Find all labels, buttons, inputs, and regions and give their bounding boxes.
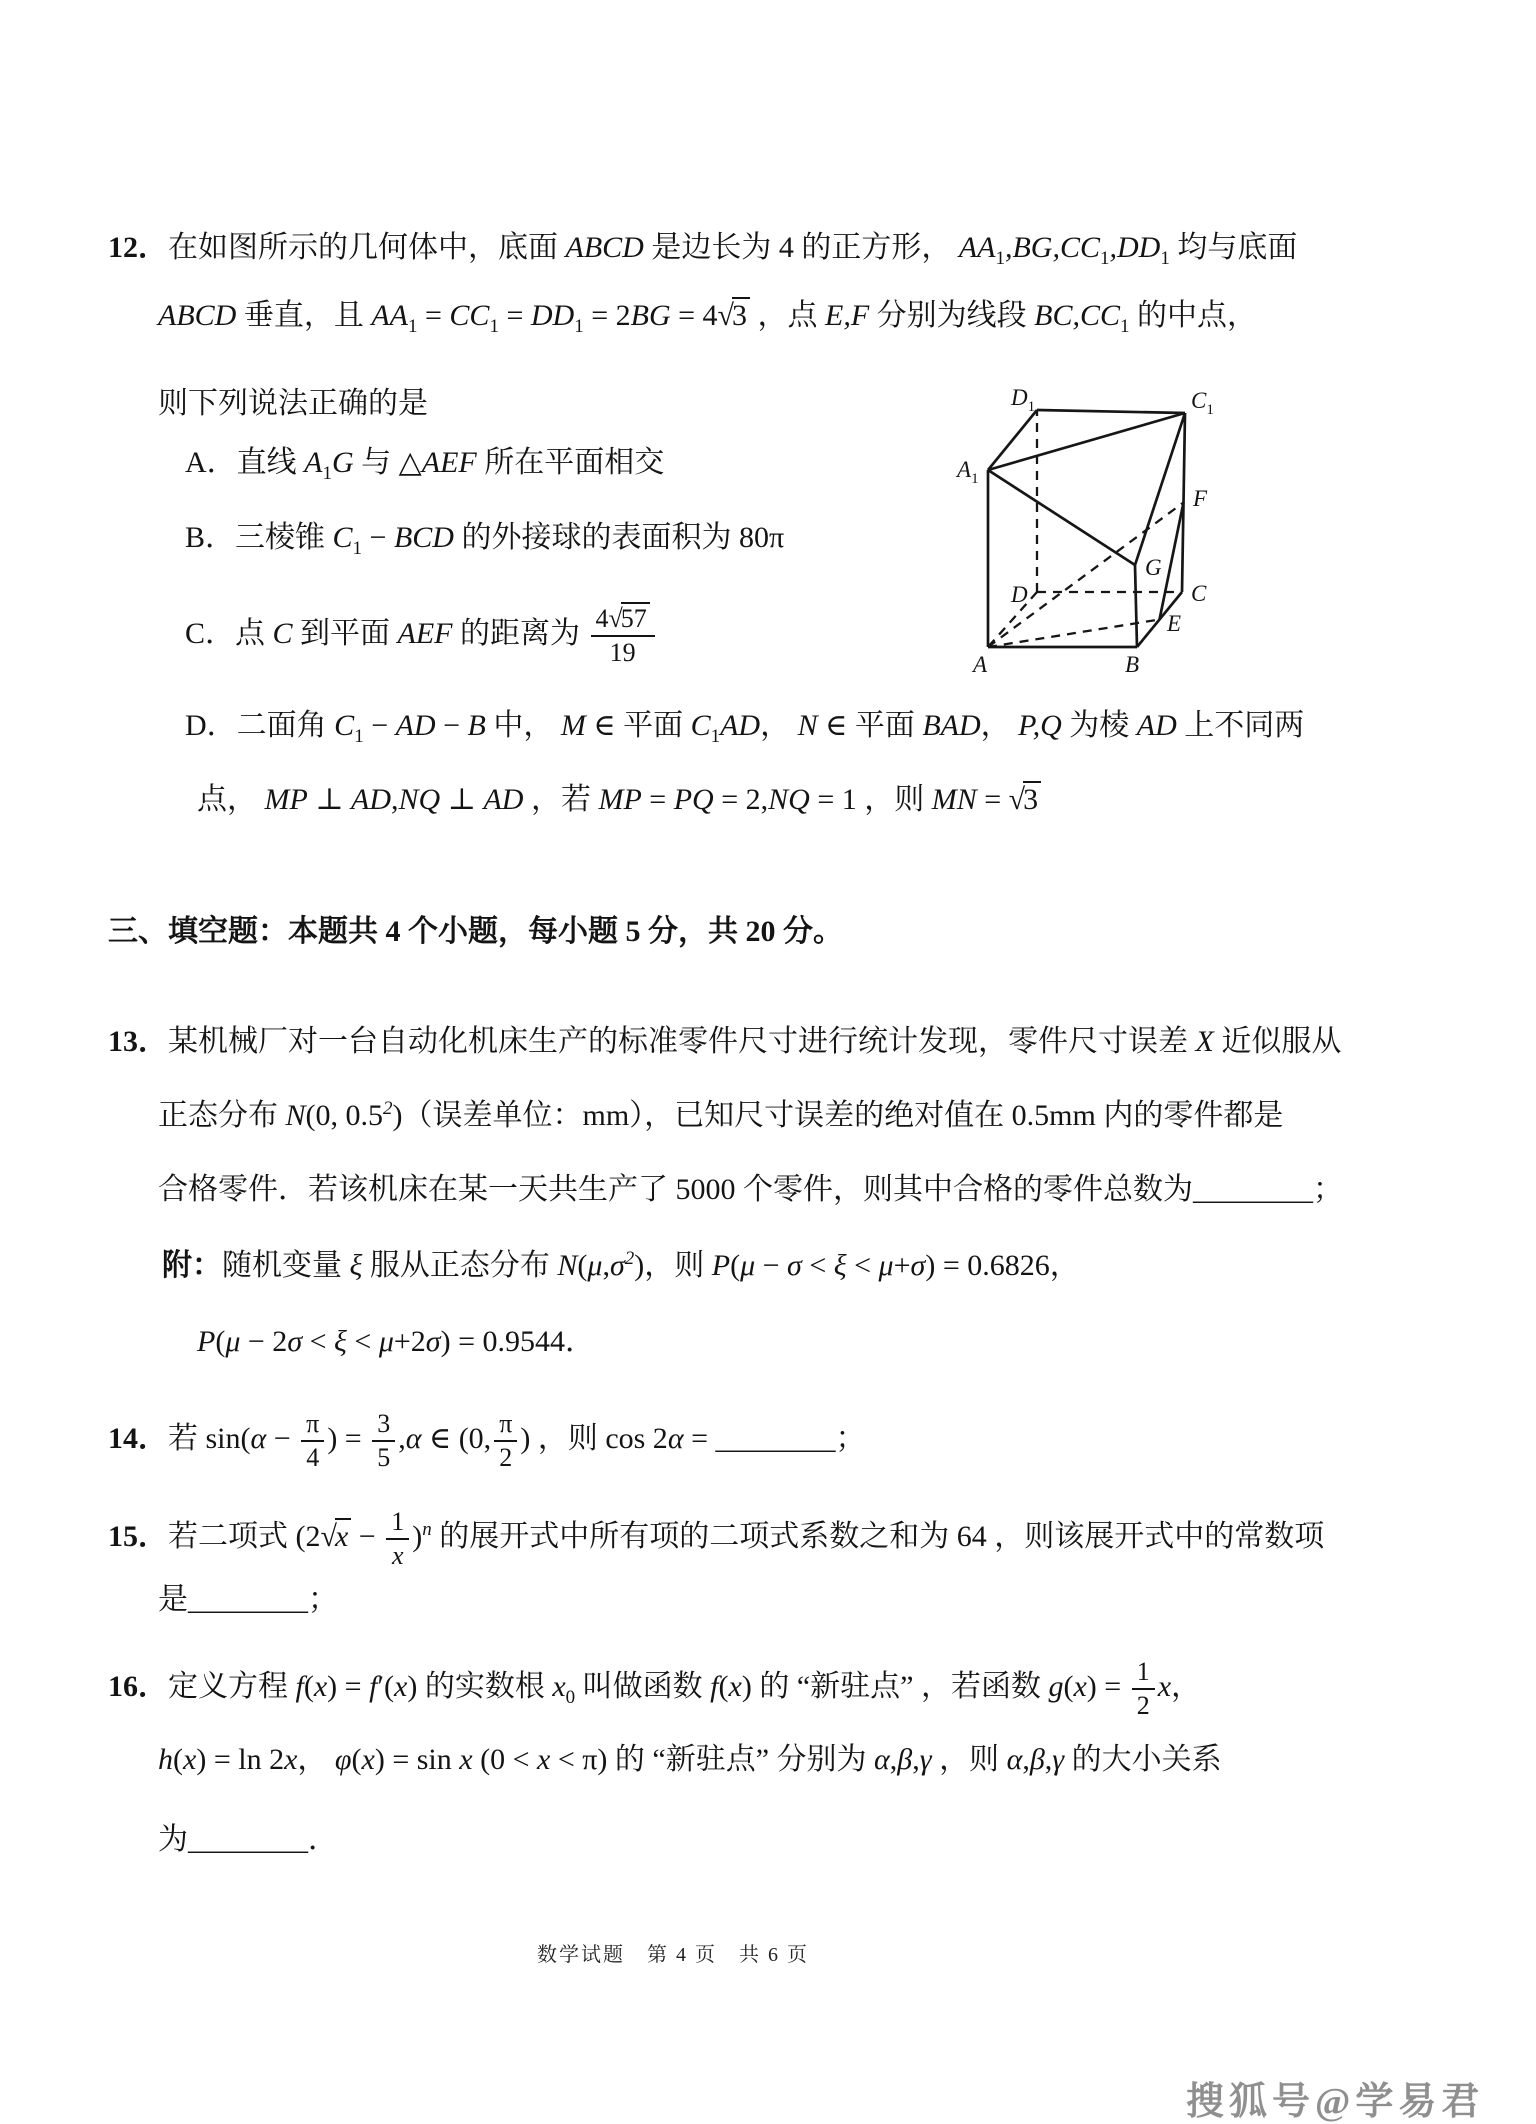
label-G: G xyxy=(1145,555,1162,580)
q12-option-d-line-1: D．二面角 $C_1$ − AD − B 中， M ∈ 平面 $C_1AD$， N ∈ 平面 BAD， P,Q 为棱 AD 上不同两 xyxy=(185,709,1305,747)
label-B: B xyxy=(1125,652,1140,677)
label-D: D xyxy=(1011,582,1028,607)
q12-option-c: C．点 C 到平面 AEF 的距离为 $\frac{4√57}{19}$ xyxy=(185,605,658,667)
q12-geometry-figure xyxy=(955,378,1255,693)
q12-line-1: 12．在如图所示的几何体中，底面 ABCD 是边长为 4 的正方形， $AA_1,BG,CC_1,DD_1$ 均与底面 xyxy=(108,231,1298,269)
q12-line-3: 则下列说法正确的是 xyxy=(158,387,428,420)
q16-line-2: h(x) = ln 2x， φ(x) = sin x (0 < x < π) 的 “新驻点” 分别为 α,β,γ ，则 α,β,γ 的大小关系 xyxy=(158,1743,1222,1776)
page-footer: 数学试题 第 4 页 共 6 页 xyxy=(537,1944,809,1966)
label-A1: $A_1$ xyxy=(957,457,979,487)
edge-D1C1 xyxy=(1037,410,1185,413)
edge-A1C1 xyxy=(988,413,1185,470)
q15-line-2: 是________； xyxy=(158,1583,338,1616)
label-F: F xyxy=(1193,486,1208,511)
q15-line-1: 15．若二项式 (2√x − $\frac{1}{x}$ )$^n$ 的展开式中所有项的二项式系数之和为 64 ，则该展开式中的常数项 xyxy=(108,1507,1325,1571)
label-E: E xyxy=(1167,611,1182,636)
edge-A1G xyxy=(988,470,1135,565)
watermark: 搜狐号@学易君 xyxy=(1186,2081,1485,2123)
q13-note-line-2: P(μ − 2σ < ξ < μ+2σ) = 0.9544． xyxy=(197,1325,596,1358)
edge-C1G xyxy=(1135,413,1185,565)
edge-A1D1 xyxy=(988,410,1037,470)
q13-note-line-1: 附：随机变量 ξ 服从正态分布 $N(\mu,\sigma^2)$，则 P(μ − σ < ξ < μ+σ) = 0.6826， xyxy=(162,1248,1080,1282)
label-A: A xyxy=(973,652,988,677)
label-D1: $D_1$ xyxy=(1011,385,1036,415)
q13-line-1: 13．某机械厂对一台自动化机床生产的标准零件尺寸进行统计发现，零件尺寸误差 X 近似服从 xyxy=(108,1025,1342,1058)
q13-line-3: 合格零件．若该机床在某一天共生产了 5000 个零件，则其中合格的零件总数为________； xyxy=(158,1173,1343,1206)
q16-line-3: 为________． xyxy=(158,1823,338,1856)
edge-EF xyxy=(1160,503,1184,620)
q13-line-2: 正态分布 N(0, $0.5^2$)（误差单位：mm），已知尺寸误差的绝对值在 0.5mm 内的零件都是 xyxy=(158,1098,1284,1132)
label-C1: $C_1$ xyxy=(1191,388,1214,418)
q16-line-1: 16．定义方程 f(x) = f′(x) 的实数根 $x_0$ 叫做函数 f(x) 的 “新驻点” ，若函数 g(x) = $\frac{1}{2}$ x， xyxy=(108,1657,1202,1721)
label-C: C xyxy=(1191,581,1207,606)
q12-option-b: B．三棱锥 $C_1$ − BCD 的外接球的表面积为 80π xyxy=(185,521,785,559)
edge-AE xyxy=(988,620,1160,648)
edge-BG xyxy=(1135,565,1137,647)
q14-line-1: 14．若 sin(α − $\frac{\pi}{4}$ ) = $\frac{3}{5}$ ,α ∈ (0, $\frac{\pi}{2}$ ) ，则 cos 2α = ________； xyxy=(108,1409,866,1473)
q12-option-a: A．直线 $A_1G$ 与 △AEF 所在平面相交 xyxy=(185,446,665,484)
q12-line-2: ABCD 垂直，且 $AA_1 = CC_1 = DD_1 = 2BG = 4√3$ ，点 E,F 分别为线段 $BC,CC_1$ 的中点， xyxy=(158,299,1258,337)
section-3-heading: 三、填空题：本题共 4 个小题，每小题 5 分，共 20 分。 xyxy=(108,915,843,948)
q12-option-d-line-2: 点， MP ⊥ AD,NQ ⊥ AD ，若 MP = PQ = 2,NQ = 1 ，则 MN = √3 xyxy=(197,780,1041,820)
